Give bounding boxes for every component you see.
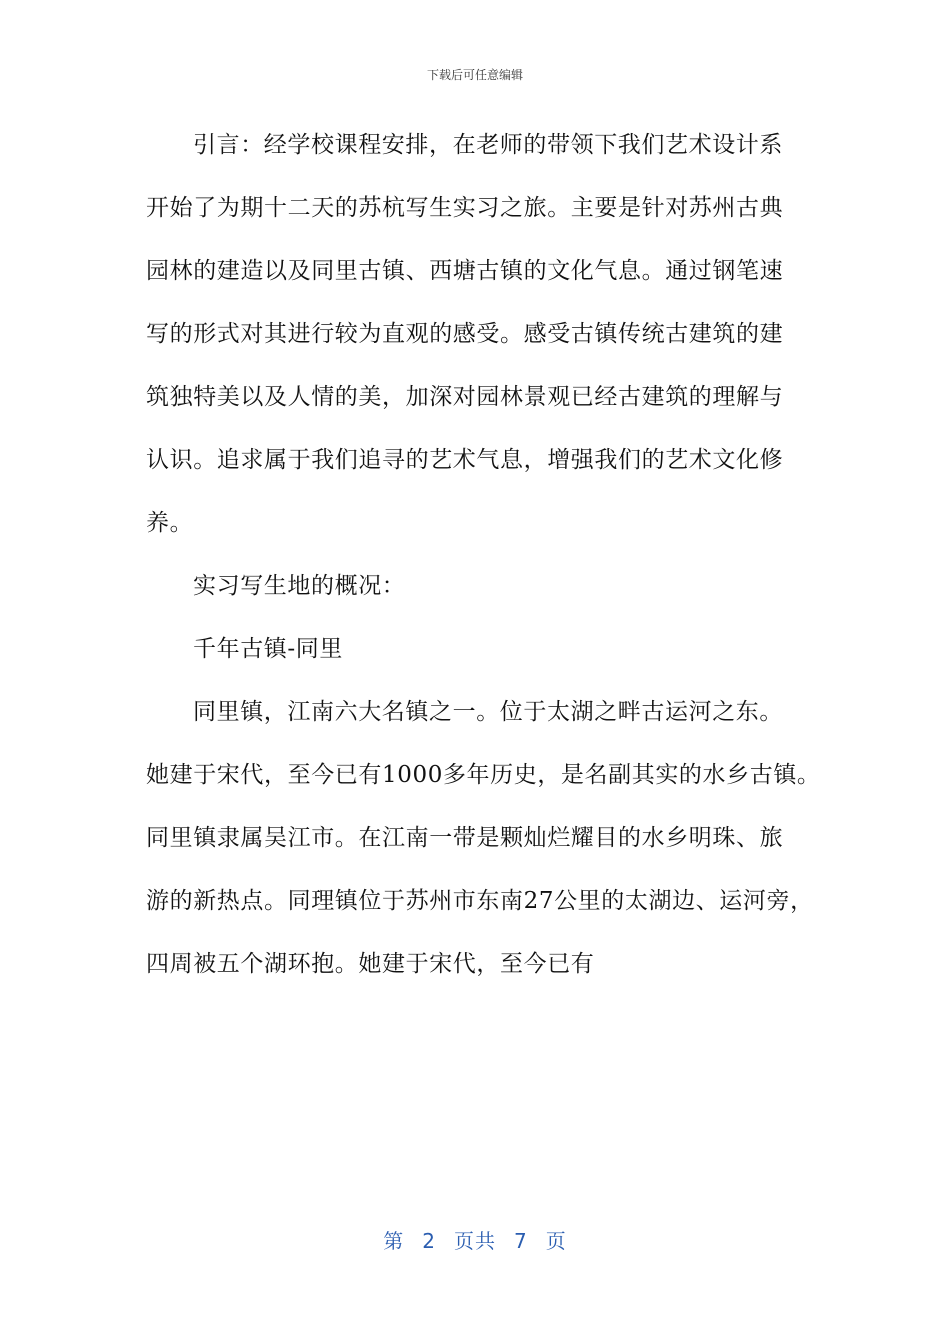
- paragraph-line: 筑独特美以及人情的美，加深对园林景观已经古建筑的理解与: [146, 384, 784, 410]
- paragraph-line: 养。: [146, 510, 194, 536]
- paragraph-line: 开始了为期十二天的苏杭写生实习之旅。主要是针对苏州古典: [146, 195, 784, 221]
- paragraph-line: 同里镇，江南六大名镇之一。位于太湖之畔古运河之东。: [193, 699, 783, 725]
- total-pages-number: 7: [514, 1229, 528, 1253]
- page-number-footer: [0, 1225, 950, 1254]
- document-body: [146, 118, 826, 1000]
- footer-prefix: 第: [383, 1229, 405, 1253]
- current-page-number: 2: [422, 1229, 436, 1253]
- paragraph-line: 四周被五个湖环抱。她建于宋代，至今已有: [146, 951, 595, 977]
- paragraph-line: 认识。追求属于我们追寻的艺术气息，增强我们的艺术文化修: [146, 447, 784, 473]
- paragraph-line: 引言：经学校课程安排，在老师的带领下我们艺术设计系: [193, 132, 783, 158]
- section-heading: 实习写生地的概况：: [193, 573, 406, 599]
- paragraph-line: 游的新热点。同理镇位于苏州市东南27公里的太湖边、运河旁，: [146, 888, 814, 914]
- paragraph-line: 写的形式对其进行较为直观的感受。感受古镇传统古建筑的建: [146, 321, 784, 347]
- page-header-note: 下载后可任意编辑: [426, 68, 523, 82]
- footer-middle: 页共: [454, 1229, 496, 1253]
- section-subheading: 千年古镇-同里: [193, 636, 343, 662]
- paragraph-line: 园林的建造以及同里古镇、西塘古镇的文化气息。通过钢笔速: [146, 258, 784, 284]
- paragraph-line: 她建于宋代，至今已有1000多年历史，是名副其实的水乡古镇。: [146, 762, 821, 788]
- footer-suffix: 页: [545, 1229, 567, 1253]
- paragraph-line: 同里镇隶属吴江市。在江南一带是颗灿烂耀目的水乡明珠、旅: [146, 825, 784, 851]
